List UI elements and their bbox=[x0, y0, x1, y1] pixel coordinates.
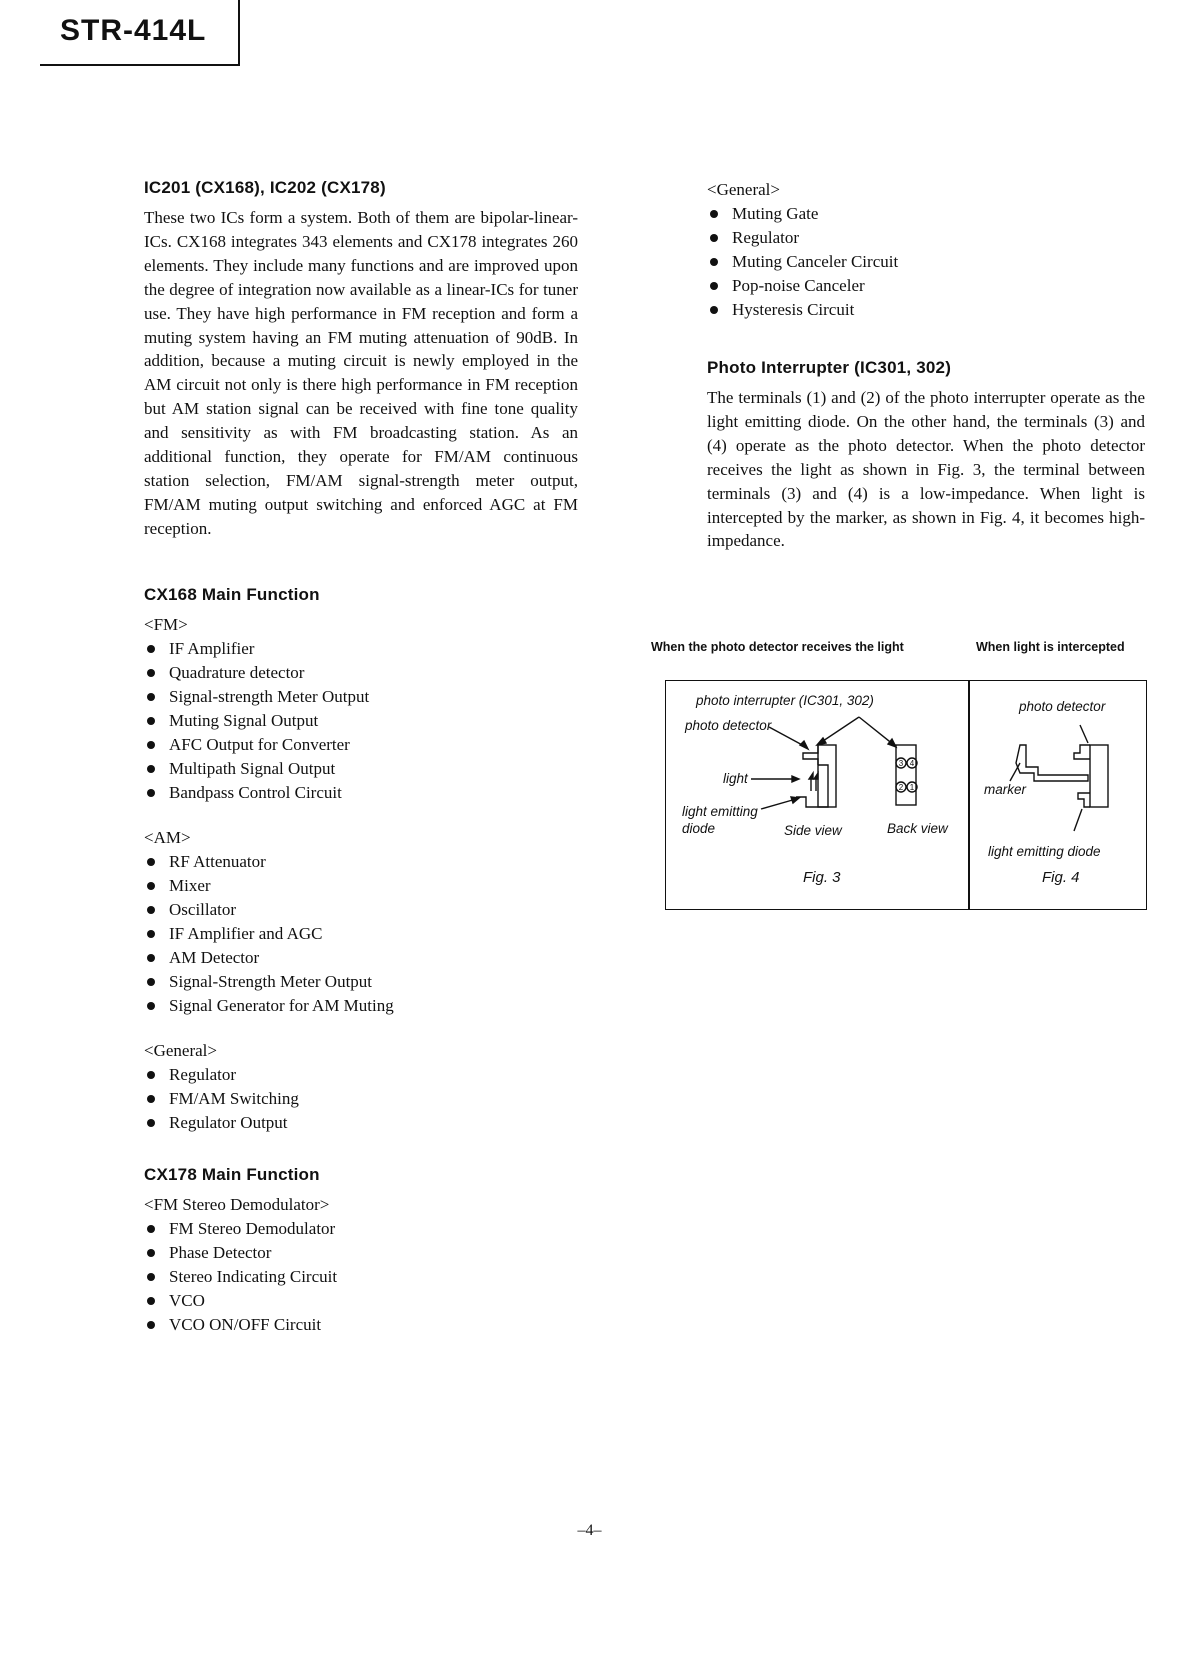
list-item-text: Regulator Output bbox=[169, 1112, 288, 1132]
list-item bbox=[144, 757, 578, 781]
photo-section-body: The terminals (1) and (2) of the photo interrupter operate as the light emitting diode. On the other hand, the terminals (3) and (4) operate as the photo detector. When the photo detector receives the light as shown in Fig. 3, the terminal between terminals (3) and (4) is a low-impedance. When light is intercepted by the marker, as shown in Fig. 4, it becomes high-impedance. bbox=[707, 388, 1145, 551]
list-item-text: Mixer bbox=[169, 875, 211, 895]
bullet-icon bbox=[710, 258, 718, 266]
list-item-text: Signal-Strength Meter Output bbox=[169, 971, 373, 991]
fig3-label: Fig. 3 bbox=[803, 869, 841, 886]
list-item-text: Quadrature detector bbox=[169, 662, 305, 682]
bullet-icon bbox=[147, 669, 155, 677]
group-label: <General> bbox=[144, 1040, 217, 1060]
list-item bbox=[144, 994, 578, 1018]
list-item-text: AFC Output for Converter bbox=[169, 734, 350, 754]
bullet-icon bbox=[147, 882, 155, 890]
list-item bbox=[144, 1241, 578, 1265]
bullet-icon bbox=[147, 906, 155, 914]
list-item bbox=[707, 274, 1145, 298]
fig3-side-view: Side view bbox=[784, 823, 842, 838]
bullet-icon bbox=[147, 741, 155, 749]
group-label: <FM Stereo Demodulator> bbox=[144, 1194, 330, 1214]
bullet-icon bbox=[147, 1321, 155, 1329]
list-item-text: FM/AM Switching bbox=[169, 1088, 299, 1108]
right-column bbox=[707, 178, 1145, 553]
list-item-text: Hysteresis Circuit bbox=[732, 300, 855, 319]
ic-section-body: These two ICs form a system. Both of them are bipolar-linear-ICs. CX168 integrates 343 elements and CX178 integrates 260 elements. They include many functions and are improved upon the degree of integration now available as a linear-ICs for tuner use. They have high performance in FM reception and form a muting system having an FM muting attenuation of 90dB. In addition, because a muting circuit is newly employed in the AM circuit not only is there high performance in FM reception but AM station signal can be received with fine tone quality and sensitivity as with FM broadcasting station. As an additional function, they operate for FM/AM continuous station selection, FM/AM signal-strength meter output, FM/AM muting output switching and enforced AGC at FM reception. bbox=[144, 208, 578, 538]
function-list bbox=[144, 1217, 578, 1337]
bullet-icon bbox=[147, 1119, 155, 1127]
bullet-icon bbox=[147, 789, 155, 797]
list-item-text: Muting Gate bbox=[732, 204, 819, 223]
bullet-icon bbox=[710, 234, 718, 242]
page-number: –4– bbox=[577, 1522, 602, 1539]
model-title: STR-414L bbox=[60, 14, 207, 47]
list-item bbox=[144, 898, 578, 922]
fig4-interrupter-drawing bbox=[1010, 725, 1108, 831]
fig3-photo-detector-label: photo detector bbox=[685, 718, 772, 733]
list-item bbox=[144, 709, 578, 733]
list-item bbox=[144, 1289, 578, 1313]
bullet-icon bbox=[147, 1095, 155, 1103]
figure-box bbox=[665, 680, 1147, 910]
list-item-text: Stereo Indicating Circuit bbox=[169, 1266, 338, 1286]
list-item bbox=[144, 1217, 578, 1241]
photo-section-title: Photo Interrupter (IC301, 302) bbox=[707, 358, 952, 377]
pin-2: 2 bbox=[898, 783, 904, 792]
cx168-groups bbox=[144, 613, 578, 1135]
list-item-text: Signal-strength Meter Output bbox=[169, 686, 370, 706]
function-list bbox=[144, 850, 578, 1018]
bullet-icon bbox=[147, 645, 155, 653]
bullet-icon bbox=[147, 1297, 155, 1305]
list-item-text: RF Attenuator bbox=[169, 851, 266, 871]
list-item bbox=[144, 685, 578, 709]
figure-captions bbox=[651, 640, 1151, 660]
fig3-led-label-1: light emitting bbox=[682, 804, 758, 819]
bullet-icon bbox=[147, 978, 155, 986]
group-label: <FM> bbox=[144, 614, 188, 634]
ic-section-title: IC201 (CX168), IC202 (CX178) bbox=[144, 178, 386, 197]
cx168-title: CX168 Main Function bbox=[144, 584, 320, 604]
cx178-general-label: <General> bbox=[707, 180, 780, 199]
list-item bbox=[707, 202, 1145, 226]
list-item-text: Oscillator bbox=[169, 899, 237, 919]
bullet-icon bbox=[147, 930, 155, 938]
list-item bbox=[144, 874, 578, 898]
list-item-text: VCO bbox=[169, 1290, 205, 1310]
list-item bbox=[707, 226, 1145, 250]
list-item-text: Bandpass Control Circuit bbox=[169, 782, 342, 802]
bullet-icon bbox=[710, 210, 718, 218]
model-header-box bbox=[40, 0, 240, 66]
fig3-led-label-2: diode bbox=[682, 821, 716, 836]
bullet-icon bbox=[147, 1249, 155, 1257]
bullet-icon bbox=[147, 717, 155, 725]
bullet-icon bbox=[147, 858, 155, 866]
list-item bbox=[707, 298, 1145, 322]
list-item bbox=[144, 946, 578, 970]
fig4-diagram bbox=[968, 681, 1146, 909]
list-item-text: Regulator bbox=[732, 228, 800, 247]
list-item-text: Muting Signal Output bbox=[169, 710, 319, 730]
list-item bbox=[144, 733, 578, 757]
list-item bbox=[144, 637, 578, 661]
bullet-icon bbox=[710, 306, 718, 314]
pin-4: 4 bbox=[909, 759, 915, 768]
list-item-text: VCO ON/OFF Circuit bbox=[169, 1314, 322, 1334]
bullet-icon bbox=[147, 765, 155, 773]
list-item-text: IF Amplifier and AGC bbox=[169, 923, 323, 943]
list-item bbox=[144, 1265, 578, 1289]
list-item-text: Muting Canceler Circuit bbox=[732, 252, 899, 271]
cx178-general-list bbox=[707, 202, 1145, 322]
list-item-text: Regulator bbox=[169, 1064, 237, 1084]
pin-3: 3 bbox=[898, 759, 904, 768]
list-item bbox=[707, 250, 1145, 274]
bullet-icon bbox=[147, 693, 155, 701]
group-label: <AM> bbox=[144, 827, 191, 847]
caption-intercepted: When light is intercepted bbox=[976, 640, 1125, 654]
fig3-light-label: light bbox=[723, 771, 748, 786]
list-item bbox=[144, 970, 578, 994]
list-item bbox=[144, 1087, 578, 1111]
list-item bbox=[144, 781, 578, 805]
fig3-back-view: Back view bbox=[887, 821, 948, 836]
bullet-icon bbox=[710, 282, 718, 290]
function-list bbox=[144, 637, 578, 805]
list-item bbox=[144, 850, 578, 874]
fig4-marker-label: marker bbox=[984, 782, 1027, 797]
list-item-text: Signal Generator for AM Muting bbox=[169, 995, 394, 1015]
list-item bbox=[144, 661, 578, 685]
fig4-photo-detector-label: photo detector bbox=[1019, 699, 1106, 714]
cx178-groups bbox=[144, 1193, 578, 1337]
bullet-icon bbox=[147, 1225, 155, 1233]
list-item bbox=[144, 1063, 578, 1087]
list-item-text: Pop-noise Canceler bbox=[732, 276, 865, 295]
list-item bbox=[144, 1313, 578, 1337]
list-item-text: Phase Detector bbox=[169, 1242, 272, 1262]
list-item-text: Multipath Signal Output bbox=[169, 758, 336, 778]
caption-receives-light: When the photo detector receives the light bbox=[651, 640, 904, 654]
bullet-icon bbox=[147, 1071, 155, 1079]
pin-1: 1 bbox=[909, 783, 915, 792]
cx178-title: CX178 Main Function bbox=[144, 1164, 320, 1184]
list-item-text: FM Stereo Demodulator bbox=[169, 1218, 336, 1238]
fig3-diagram bbox=[666, 681, 966, 909]
list-item-text: AM Detector bbox=[169, 947, 260, 967]
left-column bbox=[144, 178, 578, 1337]
bullet-icon bbox=[147, 1002, 155, 1010]
function-list bbox=[144, 1063, 578, 1135]
bullet-icon bbox=[147, 954, 155, 962]
list-item-text: IF Amplifier bbox=[169, 638, 255, 658]
bullet-icon bbox=[147, 1273, 155, 1281]
fig3-title: photo interrupter (IC301, 302) bbox=[696, 693, 874, 708]
list-item bbox=[144, 1111, 578, 1135]
fig4-label: Fig. 4 bbox=[1042, 869, 1080, 886]
list-item bbox=[144, 922, 578, 946]
fig4-led-label: light emitting diode bbox=[988, 844, 1101, 859]
